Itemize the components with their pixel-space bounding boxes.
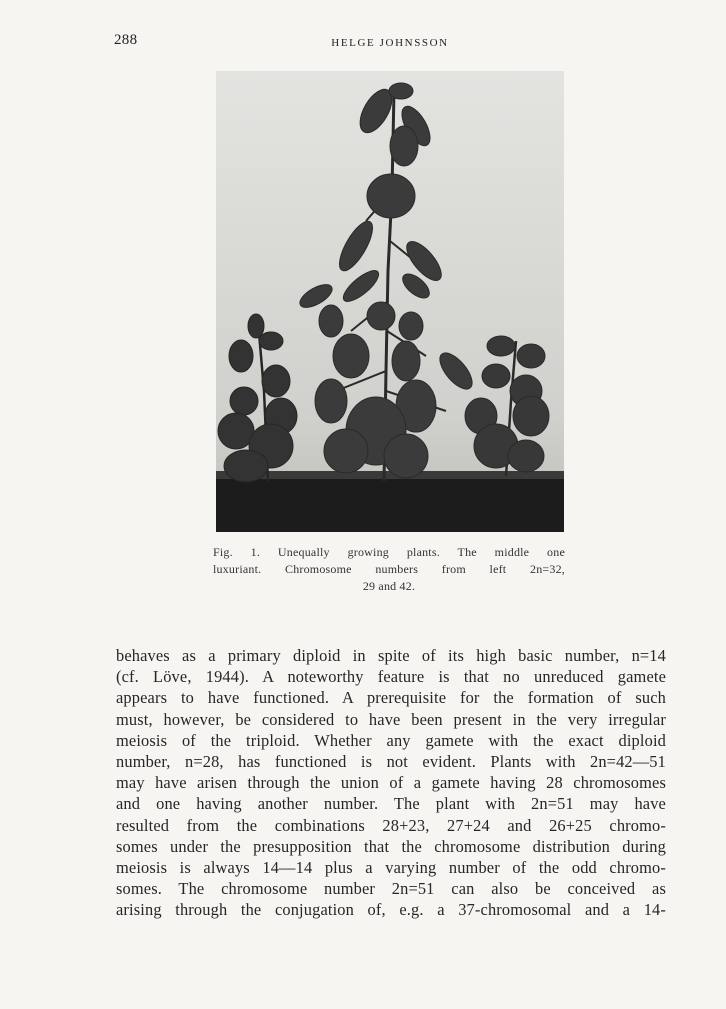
- running-head: HELGE JOHNSSON: [331, 37, 449, 49]
- body-line: may have arisen through the union of a gamete having 28 chromosomes: [116, 773, 666, 793]
- body-line: somes. The chromosome number 2n=51 can also be conceived as: [116, 879, 666, 899]
- body-line: arising through the conjugation of, e.g. a 37-chromosomal and a 14-: [116, 900, 666, 920]
- body-line: behaves as a primary diploid in spite of its high basic number, n=14: [116, 646, 666, 665]
- page-number: 288: [114, 32, 138, 48]
- body-paragraph: [116, 645, 666, 921]
- body-line: (cf. Löve, 1944). A noteworthy feature is that no unreduced gamete: [116, 667, 666, 687]
- body-line: and one having another number. The plant with 2n=51 may have: [116, 794, 666, 814]
- body-line: must, however, be considered to have been present in the very irregular: [116, 709, 666, 729]
- body-line: meiosis is always 14—14 plus a varying number of the odd chromo-: [116, 858, 666, 878]
- body-line: appears to have functioned. A prerequisite for the formation of such: [116, 688, 666, 708]
- body-line: somes under the presupposition that the chromosome distribution during: [116, 836, 666, 856]
- body-line: meiosis of the triploid. Whether any gamete with the exact diploid: [116, 730, 666, 750]
- caption-line: Fig. 1. Unequally growing plants. The middle one: [213, 545, 565, 559]
- body-line: number, n=28, has functioned is not evident. Plants with 2n=42—51: [116, 752, 666, 772]
- figure-photo-plants: [216, 71, 564, 532]
- caption-line: 29 and 42.: [362, 579, 416, 593]
- body-line: resulted from the combinations 28+23, 27+24 and 26+25 chromo-: [116, 815, 666, 835]
- figure-caption: [213, 544, 565, 595]
- caption-line: luxuriant. Chromosome numbers from left 2n=32,: [213, 562, 565, 576]
